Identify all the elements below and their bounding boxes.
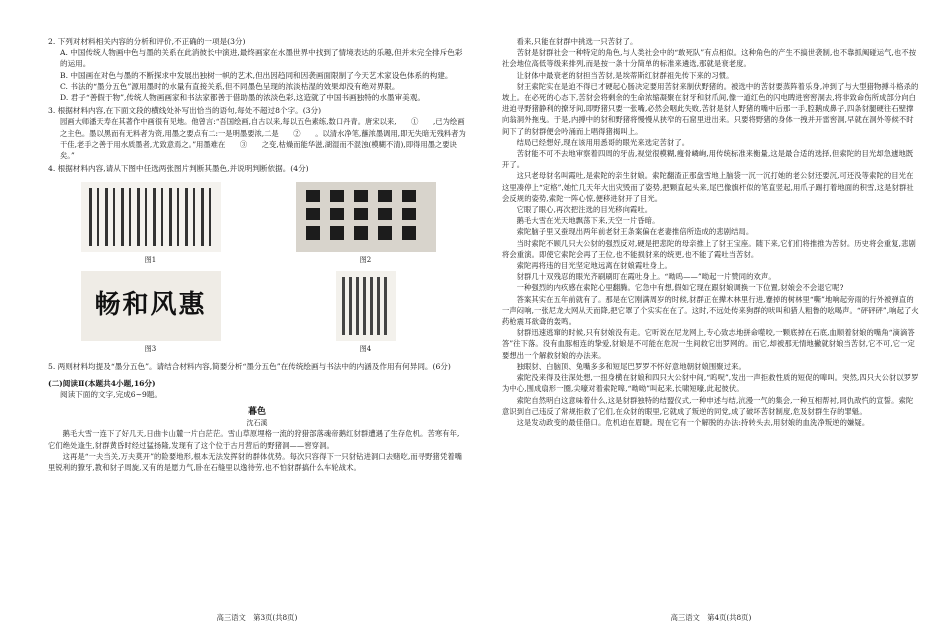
figure-3-calligraphy: 畅和风惠 <box>94 290 207 321</box>
figure-4-caption: 图4 <box>359 344 372 353</box>
right-paragraph-4: 豺王索陀实在是迫不得已才硬起心肠决定要用苦豺来制伏野猪的。被选中的苦豺要蒸阵着乐身,冲到了与大型猎物搏斗格杀的坡上。在必死的心态下,苦豺会将剩余的生命浓缩凝聚在豺牙和豺爪间,像一道红色的闪电睥进窖窖洞去,将非致命伤所成部分向白进迫寻野猪静利的撩牙间,即野猪只要一张嘴,必然会咽此失败,苦豺是豺人野猪的嘴中后那一手,腔鹅成鼻子,四条豺腿硬往石壁撑向翁洞外拖曳。于是,内搏中的豺和野猪将慢慢从狭窄的石窟里迸出来。只要将野猪的身体一拽并开雷窖洞,早就在洞外等候不时间下了的豺群便会吟涌而上唱得猪揭叫上。 <box>502 81 919 136</box>
right-paragraph-18: 索陀没来得及往深处想,一扭身横在豺娘和四只大公豺中间,“呜呪”,发出一声拒救性质的短促的嗥叫。突然,四只大公豺以罗罗为中心,围成扇形一圈,尖嚎对着索陀嗥,“呦呦”叫起来,长啸短嚎,此起彼伏。 <box>502 373 919 394</box>
q2-option-c: C. 书法的“墨分五色”源用墨时的水量有直接关系,但不同墨色呈现的浓淡枯湿的效果却没有绝对界限。 <box>60 81 400 91</box>
question-4 <box>48 163 466 355</box>
right-paragraph-7: 这只老母豺名叫霞吐,是索陀的亲生豺娘。索陀翻渣正那盘雪地上脑袋一沉一沉打她的老公豺还要沉,可还没等索陀的目光在这里凑停上“定格”,她忙几天年大出灾毁而了姿势,把颗直起头来,尾巴像旗杆似的笔直竖起,用爪子踢打着地面的积雪,这是豺群社会反规的姿势,索陀一阵心惊,便移进豺开了目光。 <box>502 171 914 203</box>
q2-option-d: D. 君子“善假于物”,传统人物画画家和书法家都善于借助墨的浓淡色彩,这造就了中国书画独特的水墨审美观。 <box>60 93 425 103</box>
passage-author: 沈石溪 <box>246 419 268 428</box>
figure-1-caption: 图1 <box>144 256 157 265</box>
q3-stem: 3. 根据材料内容,在下面文段的横线处补写出恰当的语句,每处不超过8个字。(3分) <box>48 106 322 116</box>
q2-option-b: B. 中国画在对色与墨的不断探求中发展出独树一帜的艺术,但出因趋同和因袭画面限制了今天艺术家设色体系的构建。 <box>60 70 453 80</box>
question-3 <box>48 105 466 161</box>
right-paragraph-8: 它眼了眼心,再次把注选的目光移向霞吐。 <box>516 205 653 215</box>
right-column <box>502 36 920 616</box>
right-paragraph-1: 看来,只能在豺群中挑选一只苦豺了。 <box>516 37 638 46</box>
calligraphy-image-4 <box>336 271 396 341</box>
passage-paragraph-1: 鹅毛大雪一连下了好几天,日曲卡山麓一片白茫茫。雪山草原埋格一流的狩猎部落魂帝鹅红豺群遭遇了生存危机。苦寒有年,它们绝处逢生,豺群黄昏时经过猛扬隆,发现有了这个位于古月营后的野猪洞——窖穿洞。 <box>48 429 460 450</box>
right-paragraph-6: 苦豺能不可不去地审察着四周的牙齿,视觉很模糊,瘦骨嶙峋,用传统标准来衡量,这是最合适的选择,但索陀的目光却急遽地既开了。 <box>502 149 914 170</box>
figure-3-caption: 图3 <box>144 344 157 353</box>
passage-paragraph-2: 这再是“一夫当关,万夫莫开”的险要地形,根本无法发挥豺的群体优势。每次只容得下一只豺钻进洞口去赌吃,而寻野猪凭着嘴里锐利的獠牙,教和豺子周旋,又有的是愿力气,卧在石缝里以逸待劳,也不怕豺群搞什么车轮战术。 <box>48 451 463 473</box>
question-5 <box>48 361 466 372</box>
figure-4 <box>273 271 458 355</box>
section-heading: (二)阅读Ⅱ(本题共4小题,16分) <box>48 379 156 389</box>
right-paragraph-13: 豺群几十双残忍的眼光齐刷刷盯在霞吐身上。“呦呜——”呦起一片赞同的欢声。 <box>516 272 776 282</box>
figure-1 <box>58 182 243 266</box>
right-paragraph-19: 索陀自然明白这意味着什么,这是豺群独特的结盟仪式,一种申述与结,沆漫一气的集会,一种互相帮衬,同仇敌忾的宣誓。索陀意识到自己违反了常规拒救了它们,在众豺的眼里,它就成了叛逆的同党,成了破坏苦豺制度,危及豺群生存的罪魁。 <box>502 395 914 416</box>
right-paragraph-3: 让豺体中最衰老的豺担当苦豺,是埃蒂斯红豺群祖先传下来的习惯。 <box>516 70 734 80</box>
calligraphy-image-2 <box>296 182 436 252</box>
q4-stem: 4. 根据材料内容,请从下图中任选两张图片判断其墨色,并说明判断依据。(4分) <box>48 164 309 174</box>
figure-3 <box>58 271 243 355</box>
right-paragraph-20: 这是发动政变的最佳借口。危机迫在眉睫。现在它有一个解脱的办法:持转头去,用豺娘的血洗净叛逆的嫌疑。 <box>516 417 870 427</box>
figure-grid <box>58 182 458 354</box>
right-paragraph-15: 答案其实在五年前就有了。那是在它刚满周岁的时候,豺群正在撵木林里行进,蹇掉的树林里“嘶”地响起旁雨的行外被弹直的一声闷响,一张尼龙大网从天而降,把它罩了个实实在在了。这时,不远处传来狗群的吠叫和猎人粗鲁的吆喝声。“砰砰砰”,响起了火药枪震耳欲聋的轰鸣。 <box>502 294 919 327</box>
page-footer-left: 高三语文 第3页(共8页) <box>216 613 298 622</box>
right-paragraph-9: 鹅毛大雪在光天地飘荡下来,天空一片昏暗。 <box>516 216 660 226</box>
right-paragraph-11: 当时索陀不顾几只大公豺的强烈反对,硬是把悲陀的母亲推上了豺王宝座。随下来,它们们将推推为苦豺。历史将会重复,悲剧将会重演。即使它索陀会再了王位,也不能损豺来的统更,也不能了霞吐当苦豺。 <box>502 238 916 259</box>
passage-title: 暮色 <box>247 407 266 418</box>
calligraphy-image-1 <box>81 182 221 252</box>
right-paragraph-5: 结局已经想好,现在该用用悉哥的眼光来选定苦豺了。 <box>516 137 690 147</box>
reading-instruction: 阅读下面的文字,完成6~9题。 <box>60 390 162 400</box>
right-paragraph-12: 索陀再将违的目光坚定地远离在豺娘霞吐身上。 <box>516 261 672 271</box>
figure-2 <box>273 182 458 266</box>
right-paragraph-16: 豺群迅速逃窜的时候,只有豺娘没有走。它听说在尼龙网上,专心致志地拼命噬咬,一颗底掉在石底,血顺着豺娘的嘴角“滴滴答答”往下落。没有血豚相连的挚爱,豺娘是不可能在危况一生间救它出罗网的。而它,却被那无情地撇就豺娘当苦豺,它不可,它一定要想出一个解救豺娘的办法来。 <box>502 328 915 360</box>
figure-2-caption: 图2 <box>359 256 372 265</box>
calligraphy-image-3 <box>81 271 221 341</box>
left-column <box>48 36 466 616</box>
right-paragraph-2: 苦豺是豺群社会一种特定的角色,与人类社会中的“敢死队”有点相似。这种角色的产生不搞世袭制,也不靠抓阄碰运气,也不按社会地位高低等级来排列,而是按一条十分简单的标准来遴选,那就是衰老度。 <box>502 48 917 69</box>
right-paragraph-14: 一种强烈的内疚感在索陀心里翻腾。它急中有想,假如它现在跟豺娘调换一下位置,豺娘会不会退它呢? <box>516 283 844 293</box>
q2-stem: 2. 下列对材料相关内容的分析和评价,不正确的一项是(3分) <box>48 37 246 46</box>
q5-stem: 5. 两则材料均提及“墨分五色”。请结合材料内容,简要分析“墨分五色”在传统绘画与书法中的内涵及作用有何异同。(6分) <box>48 361 451 371</box>
right-paragraph-17: 独眼豺、白脑顶、兔嘴多多和短尾巴罗罗不怀好意地朝豺娘围聚过来。 <box>516 361 746 371</box>
q3-passage: 园画大师潘天寿在其著作中画很有见地。他曾言:“吾国绘画,自古以来,每以五色素练,数口丹青。唐宋以来, ① ,已为绘画之主色。墨以黑而有无料者为资,用墨之要点有二:一是明墨要浓,二是 ② 。以清水净笔,蘸浓墨调用,即无失暗无残料者为干佳,老手之善于用水质墨者,尤致意焉之。”用墨难在 ③ 之变,枯燥而能华滋,湖湿而不混浊(模糊不清),即得用墨之要诀矣。” <box>60 117 466 161</box>
right-paragraph-10: 索陀脑子里又蚕现出两年前老豺王条案偏在老妻推倍所造成的悲剧结局。 <box>516 227 754 237</box>
q2-option-a: A. 中国传统人物画中色与墨的关系在此消彼长中演进,最终画家在水墨世界中找到了情境表达的乐趣,但并未完全排斥色彩的运用。 <box>60 48 463 69</box>
page-footer-right: 高三语文 第4页(共8页) <box>670 613 752 622</box>
question-2 <box>48 36 466 103</box>
